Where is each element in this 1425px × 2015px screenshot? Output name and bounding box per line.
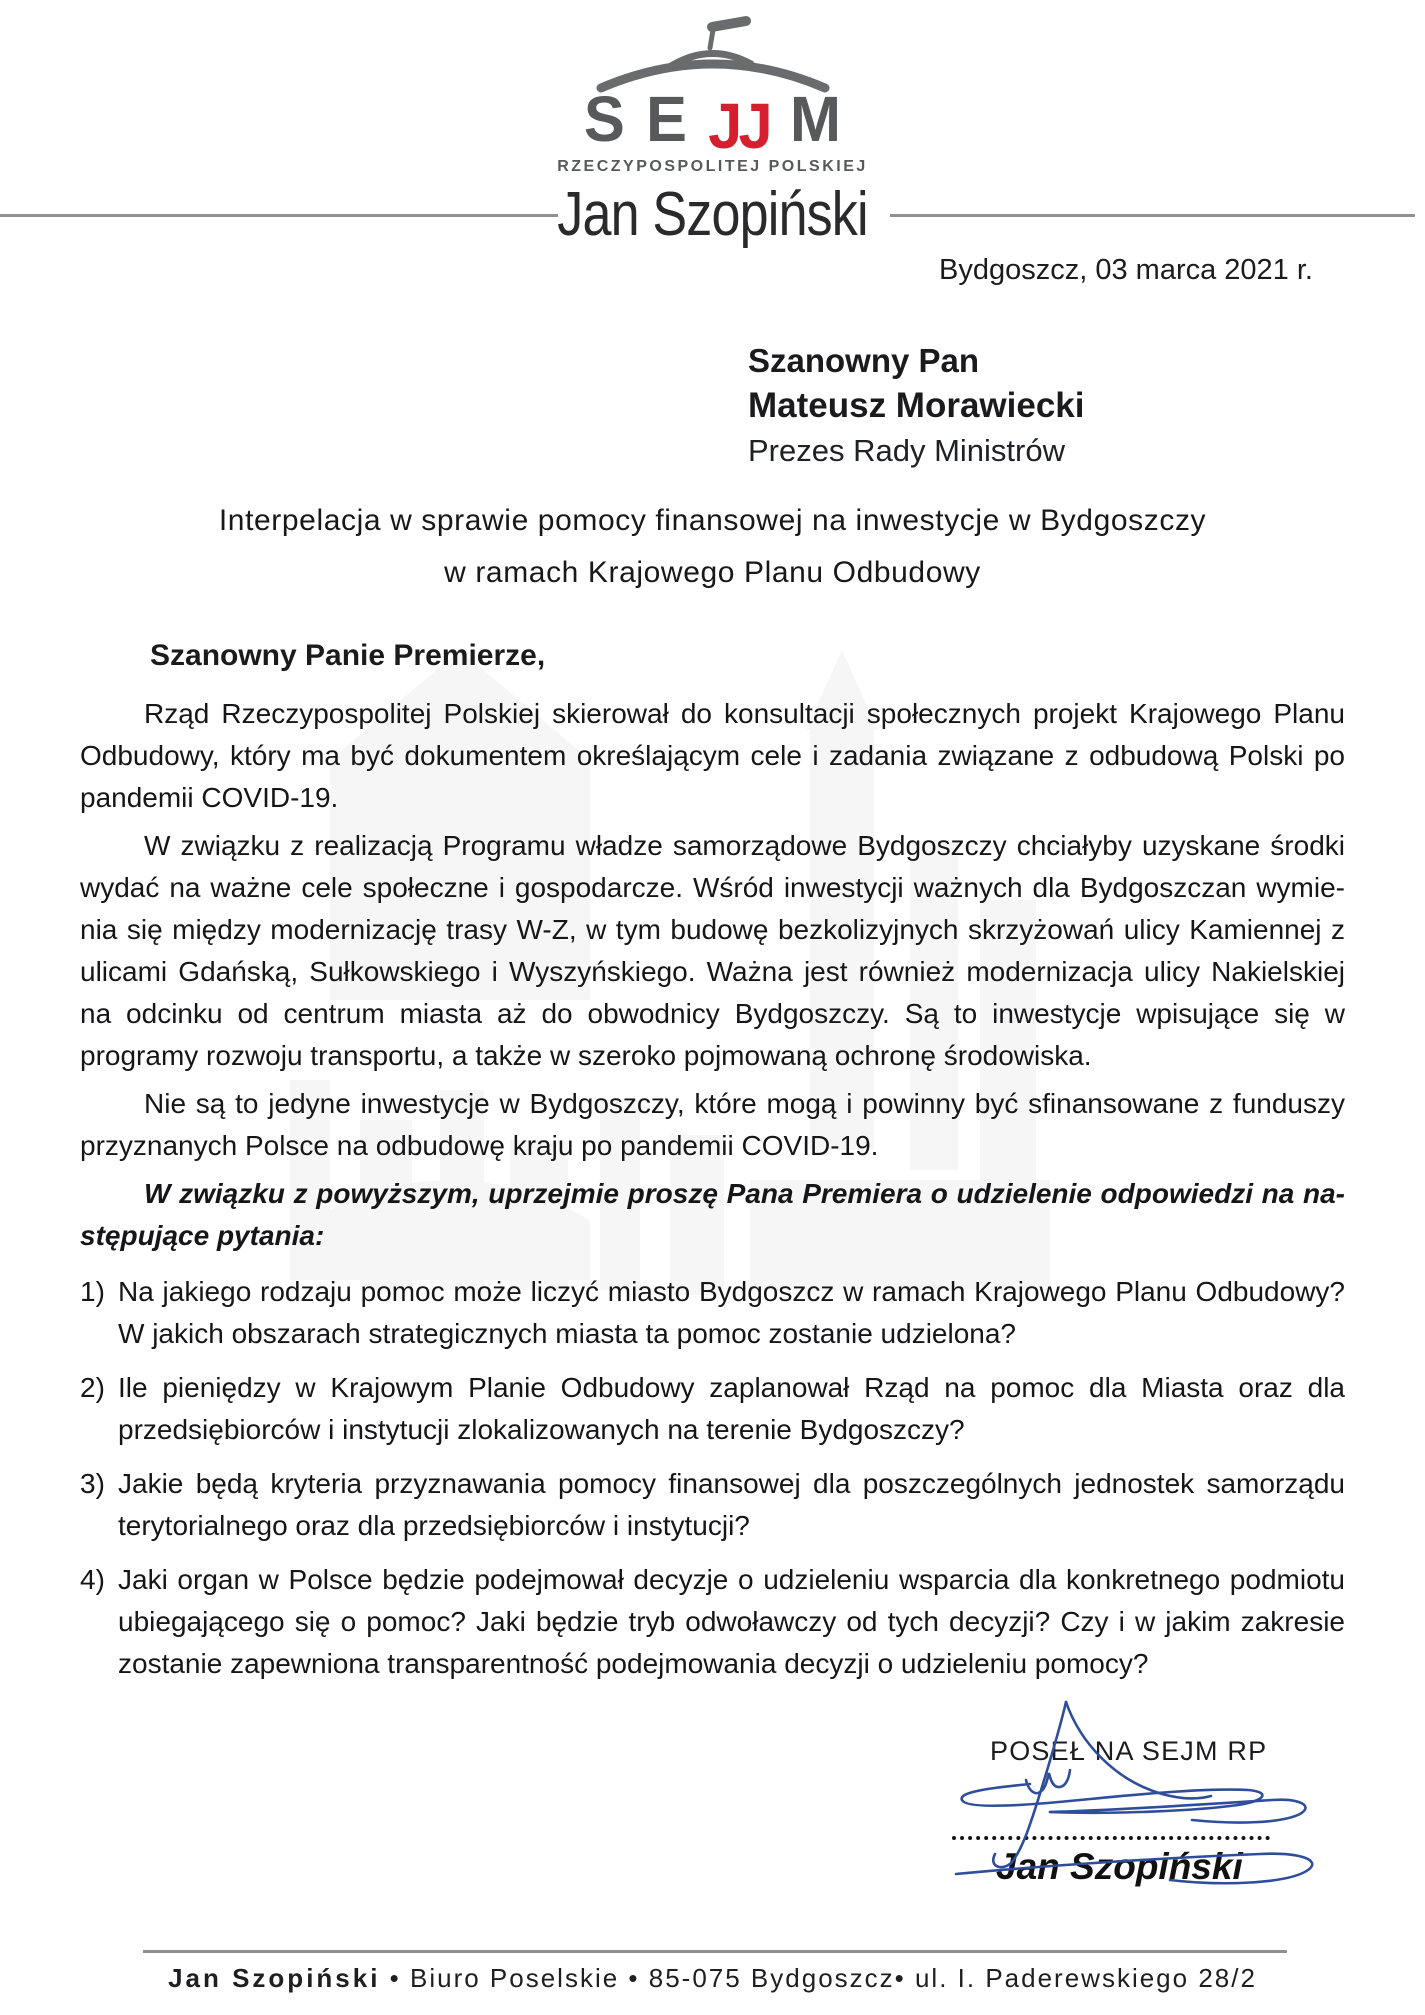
deputy-name-heading: Jan Szopiński — [557, 180, 868, 249]
question-text: Jaki organ w Polsce będzie podejmował decyzje o udzieleniu wsparcia dla konkretnego podmiotu ubiegającego się o pomoc? Jaki będzie tryb odwoławczy od tych decyzji? Czy i w jakim zakresie zostanie zapewniona transparentność podejmowania decyzji o udzieleniu pomocy? — [118, 1564, 1345, 1679]
paragraph-request: W związku z powyższym, uprzejmie proszę Pana Premiera o udzielenie odpowiedzi na następujące pytania: — [80, 1178, 1345, 1251]
sejm-dome-icon — [583, 12, 843, 94]
question-text: Ile pieniędzy w Krajowym Planie Odbudowy zaplanował Rząd na pomoc dla Miasta oraz dla przedsiębiorców i instytucji zlokalizowanych na terenie Bydgoszczy? — [118, 1372, 1345, 1445]
handwritten-signature — [880, 1688, 1360, 1923]
paragraph-3: Nie są to jedyne inwestycje w Bydgoszczy, które mogą i powinny być sfinansowane z funduszy przyznanych Polsce na odbudowę kraju po pandemii COVID-19. — [80, 1088, 1345, 1161]
letterhead — [0, 180, 1425, 252]
question-item-2 — [80, 1367, 1345, 1451]
footer-rule — [143, 1950, 1287, 1953]
question-item-3 — [80, 1463, 1345, 1547]
document-title — [0, 495, 1425, 599]
question-number: 2) — [80, 1372, 105, 1403]
logo-letter-m: M — [789, 83, 842, 155]
sejm-wordmark — [29, 83, 1397, 162]
paragraph-2: W związku z realizacją Programu władze samorządowe Bydgoszczy chciałyby uzyskane środki wydać na ważne cele społeczne i gospodarcze. Wśród inwestycji ważnych dla Bydgoszczan wymienia się między modernizację trasy W-Z, w tym budowę bezkolizyjnych skrzyżowań ulicy Kamiennej z ulicami Gdańską, Sułkowskiego i Wyszyńskiego. Ważna jest również modernizacja ulicy Nakielskiej na odcinku od centrum miasta aż do obwodnicy Bydgoszczy. Są to inwestycje wpisujące się w programy rozwoju transportu, a także w szeroko pojmowaną ochronę środowiska. — [80, 830, 1345, 1071]
footer-office-address: • Biuro Poselskie • 85-075 Bydgoszcz• ul. I. Paderewskiego 28/2 — [380, 1963, 1257, 1993]
addressee-block — [748, 339, 1425, 473]
addressee-name: Mateusz Morawiecki — [748, 386, 1085, 425]
footer-contact-line — [0, 1963, 1425, 1994]
question-number: 3) — [80, 1468, 105, 1499]
signer-name: Jan Szopiński — [996, 1846, 1243, 1887]
place-and-date: Bydgoszcz, 03 marca 2021 r. — [939, 254, 1313, 286]
logo-letters-jj: JJ — [708, 90, 769, 162]
question-item-4 — [80, 1559, 1345, 1685]
logo-subtitle: RZECZYPOSPOLITEJ POLSKIEJ — [557, 158, 868, 175]
footer-deputy-name: Jan Szopiński — [168, 1963, 381, 1993]
question-number: 4) — [80, 1564, 105, 1595]
question-number: 1) — [80, 1276, 105, 1307]
questions-list — [0, 1271, 1425, 1685]
salutation: Szanowny Panie Premierze, — [150, 639, 546, 672]
sejm-logo — [0, 0, 1425, 176]
letterhead-rule-right — [890, 214, 1415, 217]
question-text: Jakie będą kryteria przyznawania pomocy finansowej dla poszczególnych jednostek samorządu terytorialnego oraz dla przedsiębiorców i instytucji? — [118, 1468, 1345, 1541]
addressee-salutation: Szanowny Pan — [748, 342, 980, 379]
question-item-1 — [80, 1271, 1345, 1355]
logo-letter-e: E — [646, 83, 687, 155]
signature-block — [880, 1688, 1360, 1923]
logo-letter-s: S — [583, 83, 625, 155]
addressee-title: Prezes Rady Ministrów — [748, 433, 1065, 468]
signer-role: POSEŁ NA SEJM RP — [990, 1736, 1268, 1766]
question-text: Na jakiego rodzaju pomoc może liczyć miasto Bydgoszcz w ramach Krajowego Planu Odbudowy? W jakich obszarach strategicznych miasta ta pomoc zostanie udzielona? — [118, 1276, 1345, 1349]
document-title-line2: w ramach Krajowego Planu Odbudowy — [444, 556, 981, 589]
document-title-line1: Interpelacja w sprawie pomocy finansowej na inwestycje w Bydgoszczy — [218, 504, 1207, 537]
paragraph-1: Rząd Rzeczypospolitej Polskiej skierował do konsultacji społecznych projekt Krajowego Planu Odbudowy, który ma być dokumentem określającym cele i zadania związane z odbudową Polski po pandemii COVID-19. — [80, 698, 1345, 813]
